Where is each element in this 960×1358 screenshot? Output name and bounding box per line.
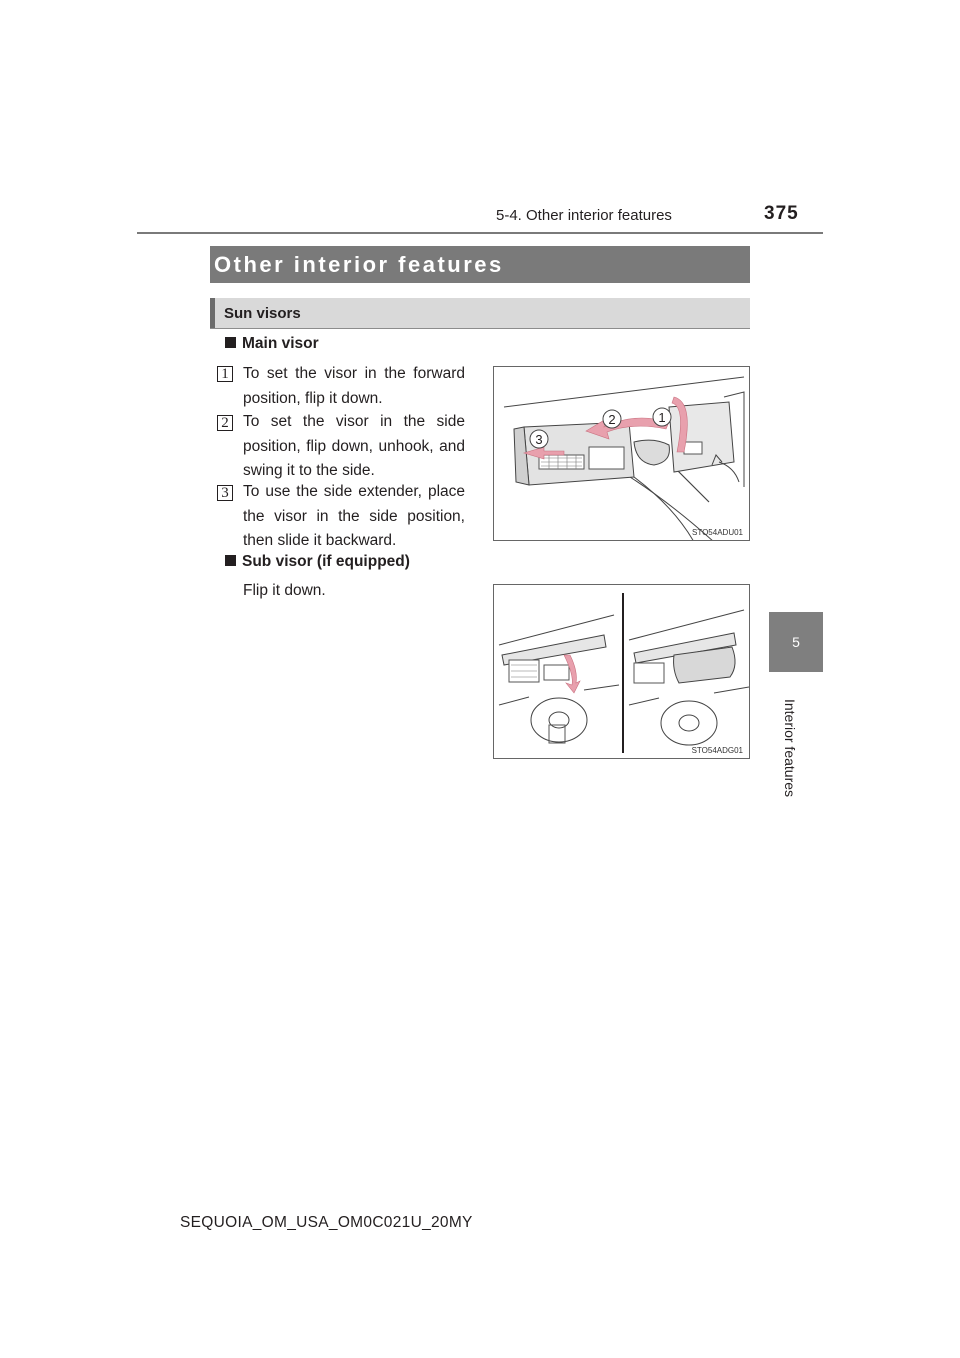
callout-1: 1 bbox=[658, 410, 666, 425]
main-visor-illustration bbox=[494, 367, 750, 541]
header-rule bbox=[137, 232, 823, 234]
subsection-bar bbox=[210, 298, 750, 329]
step-number-1: 1 bbox=[217, 366, 233, 382]
step-3-text: To use the side extender, place the visor in the side position, then slide it backward. bbox=[243, 483, 465, 549]
square-bullet-icon bbox=[225, 337, 236, 348]
page-number: 375 bbox=[764, 203, 799, 224]
section-title: Other interior features bbox=[214, 251, 504, 277]
subsection-title: Sun visors bbox=[224, 305, 301, 322]
step-1-text: To set the visor in the forward position, flip it down. bbox=[243, 365, 465, 407]
step-number-2: 2 bbox=[217, 415, 233, 431]
section-banner bbox=[210, 246, 750, 283]
sub-visor-illustration bbox=[494, 585, 750, 759]
figure-code: STO54ADG01 bbox=[691, 746, 743, 755]
running-header-section: 5-4. Other interior features bbox=[496, 207, 672, 224]
document-id-footer: SEQUOIA_OM_USA_OM0C021U_20MY bbox=[180, 1214, 473, 1231]
sub-visor-figure bbox=[493, 584, 750, 759]
step-number-3: 3 bbox=[217, 485, 233, 501]
subsection-underline bbox=[210, 328, 750, 329]
main-visor-figure bbox=[493, 366, 750, 541]
figure-code: STO54ADU01 bbox=[692, 528, 743, 537]
main-visor-heading: Main visor bbox=[225, 335, 319, 353]
step-2-text: To set the visor in the side position, flip down, unhook, and swing it to the side. bbox=[243, 413, 465, 479]
sub-visor-heading: Sub visor (if equipped) bbox=[225, 553, 410, 571]
chapter-number: 5 bbox=[792, 634, 800, 650]
square-bullet-icon bbox=[225, 555, 236, 566]
callout-2: 2 bbox=[608, 412, 616, 427]
callout-3: 3 bbox=[535, 432, 543, 447]
chapter-title-vertical: Interior features bbox=[782, 698, 798, 798]
sub-visor-text: Flip it down. bbox=[243, 582, 326, 599]
